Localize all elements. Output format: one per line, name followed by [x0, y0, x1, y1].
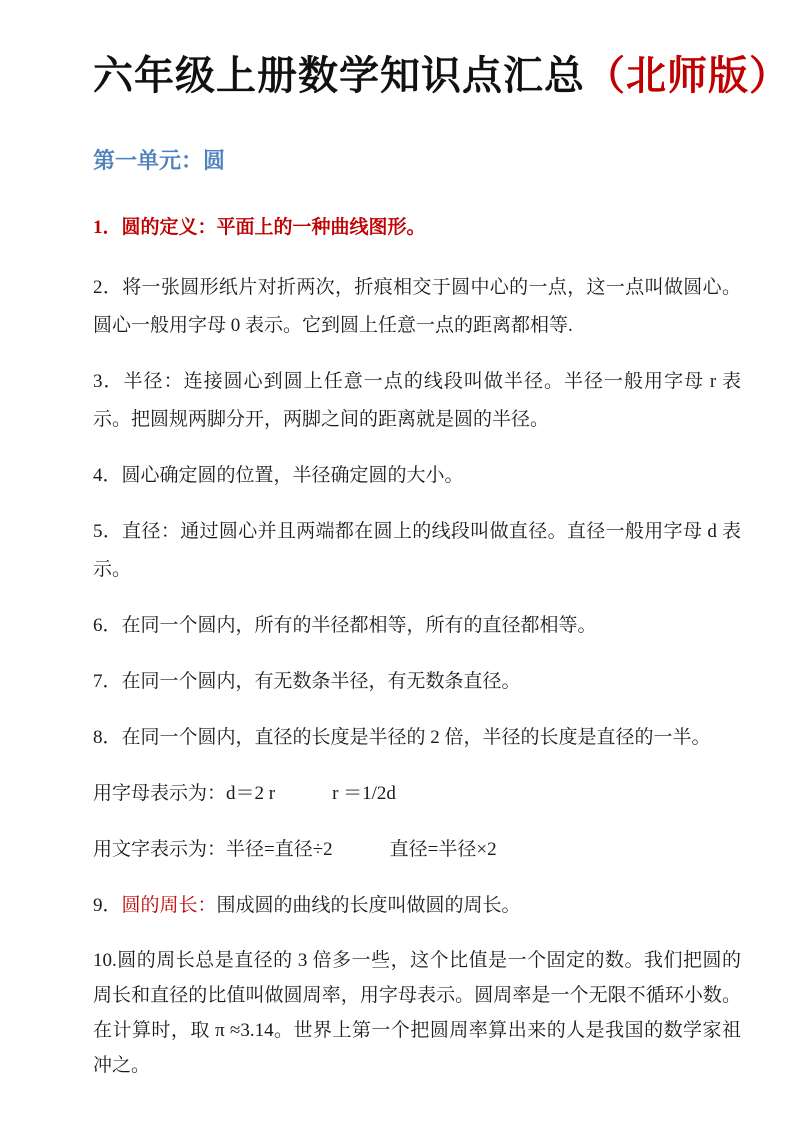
paragraph-item-9-circumference — [93, 887, 741, 925]
paragraph-item-3-radius: 3．半径：连接圆心到圆上任意一点的线段叫做半径。半径一般用字母 r 表示。把圆规两脚分开，两脚之间的距离就是圆的半径。 — [93, 371, 741, 430]
paragraph-item-6-equal-radii-diameters: 6．在同一个圆内，所有的半径都相等，所有的直径都相等。 — [93, 615, 597, 636]
document-title-main: 六年级上册数学知识点汇总 — [93, 53, 585, 98]
paragraph-item-4-position-size: 4．圆心确定圆的位置，半径确定圆的大小。 — [93, 465, 464, 486]
paragraph-item-7-countless-radii: 7．在同一个圆内，有无数条半径，有无数条直径。 — [93, 671, 521, 692]
document-title-edition: （北师版） — [585, 53, 790, 98]
item-9-term-circumference: 圆的周长： — [121, 895, 217, 916]
paragraph-item-1-circle-definition: 1．圆的定义：平面上的一种曲线图形。 — [93, 217, 426, 238]
paragraph-formula-letters: 用字母表示为：d＝2 r r ＝1/2d — [93, 783, 396, 804]
document-title — [93, 50, 790, 102]
item-9-number: 9． — [93, 895, 122, 916]
section-heading-unit1: 第一单元：圆 — [93, 148, 226, 173]
paragraph-item-5-diameter: 5．直径：通过圆心并且两端都在圆上的线段叫做直径。直径一般用字母 d 表示。 — [93, 521, 741, 580]
paragraph-item-10-pi: 10.圆的周长总是直径的 3 倍多一些，这个比值是一个固定的数。我们把圆的周长和直径的比值叫做圆周率，用字母表示。圆周率是一个无限不循环小数。在计算时，取 π ≈3.14。世界上第一个把圆周率算出来的人是我国的数学家祖冲之。 — [93, 950, 741, 1077]
paragraph-item-2-circle-center: 2．将一张圆形纸片对折两次，折痕相交于圆中心的一点，这一点叫做圆心。圆心一般用字母 0 表示。它到圆上任意一点的距离都相等. — [93, 277, 741, 336]
paragraph-formula-words: 用文字表示为：半径=直径÷2 直径=半径×2 — [93, 839, 497, 860]
item-9-definition: 围成圆的曲线的长度叫做圆的周长。 — [216, 895, 521, 916]
paragraph-item-8-diameter-twice-radius: 8．在同一个圆内，直径的长度是半径的 2 倍，半径的长度是直径的一半。 — [93, 727, 711, 748]
